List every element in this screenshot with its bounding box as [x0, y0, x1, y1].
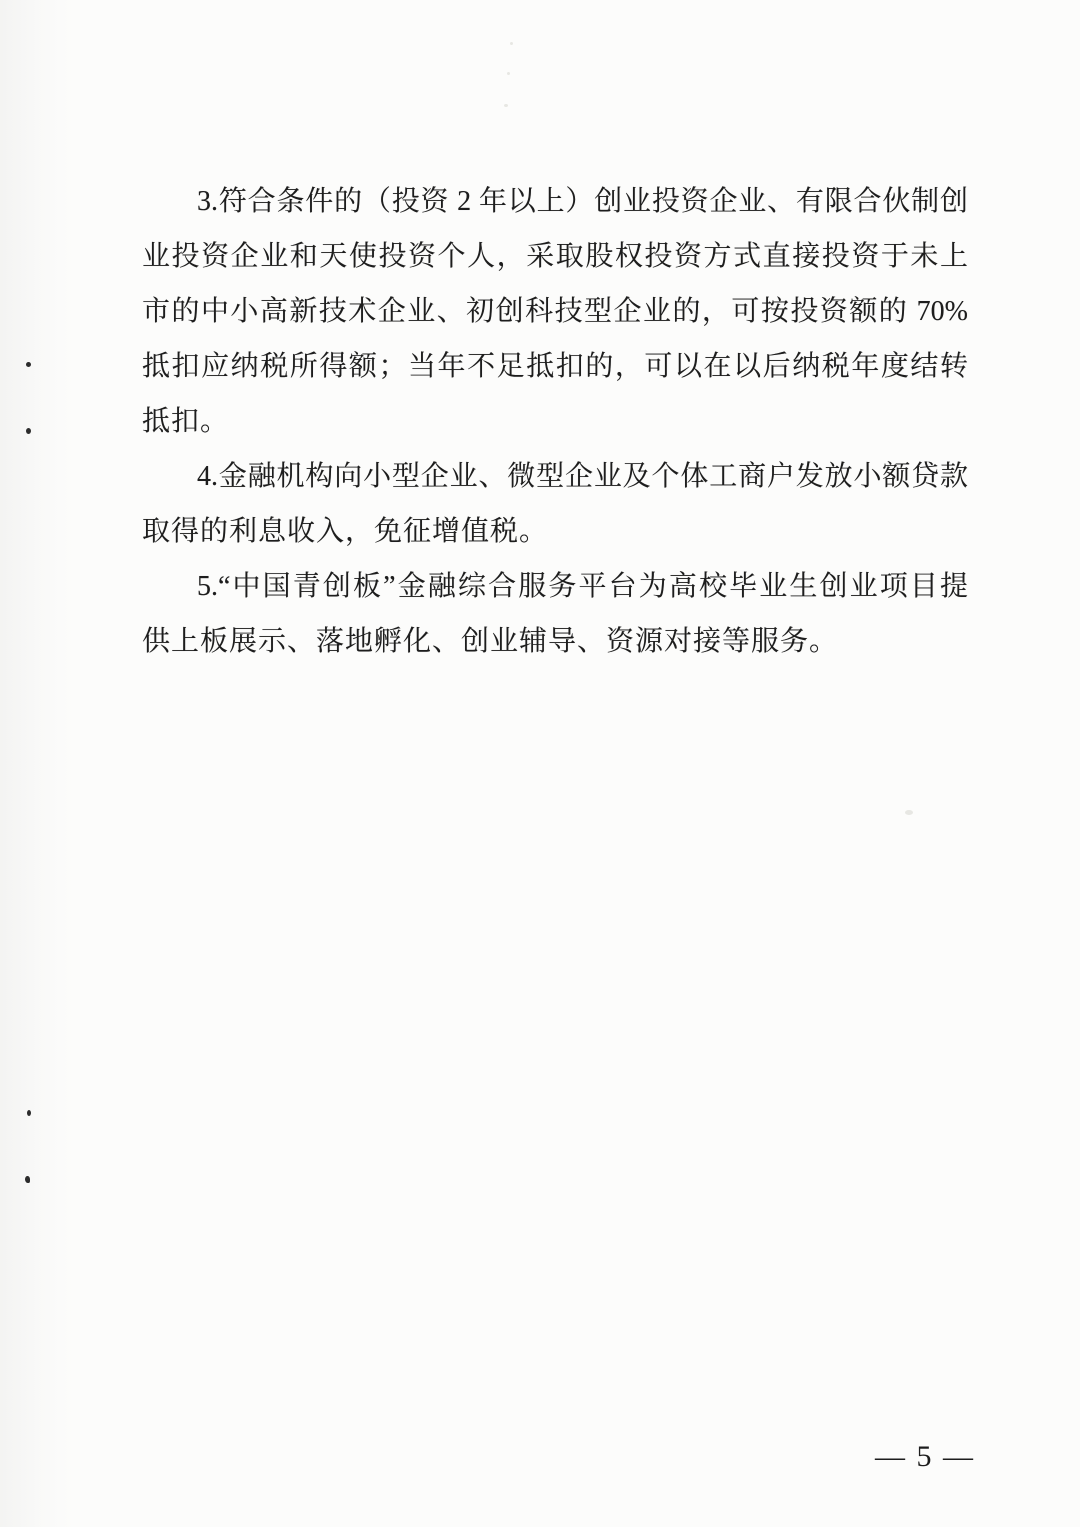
- text-line: 市的中小高新技术企业、初创科技型企业的，可按投资额的 70%: [142, 296, 968, 327]
- document-body: [142, 174, 968, 669]
- scan-edge-shadow: [0, 0, 75, 1527]
- text-line: 取得的利息收入，免征增值税。: [142, 516, 549, 547]
- scan-speck: [25, 1176, 30, 1183]
- text-line: 抵扣应纳税所得额；当年不足抵扣的，可以在以后纳税年度结转: [142, 351, 968, 382]
- text-line: 4.金融机构向小型企业、微型企业及个体工商户发放小额贷款: [197, 461, 968, 492]
- text-line: 供上板展示、落地孵化、创业辅导、资源对接等服务。: [142, 626, 839, 657]
- text-line: 3.符合条件的（投资 2 年以上）创业投资企业、有限合伙制创: [197, 186, 968, 217]
- scan-speck: [504, 104, 508, 107]
- scan-speck: [905, 810, 913, 815]
- scan-speck: [27, 1110, 31, 1116]
- text-line: 5.“中国青创板”金融综合服务平台为高校毕业生创业项目提: [197, 571, 968, 602]
- scan-speck: [26, 362, 31, 367]
- scan-speck: [507, 72, 510, 75]
- page-number: — 5 —: [875, 1440, 975, 1473]
- text-line: 业投资企业和天使投资个人，采取股权投资方式直接投资于未上: [142, 241, 968, 272]
- scan-speck: [510, 42, 513, 45]
- text-line: 抵扣。: [142, 406, 230, 437]
- scan-speck: [26, 428, 31, 434]
